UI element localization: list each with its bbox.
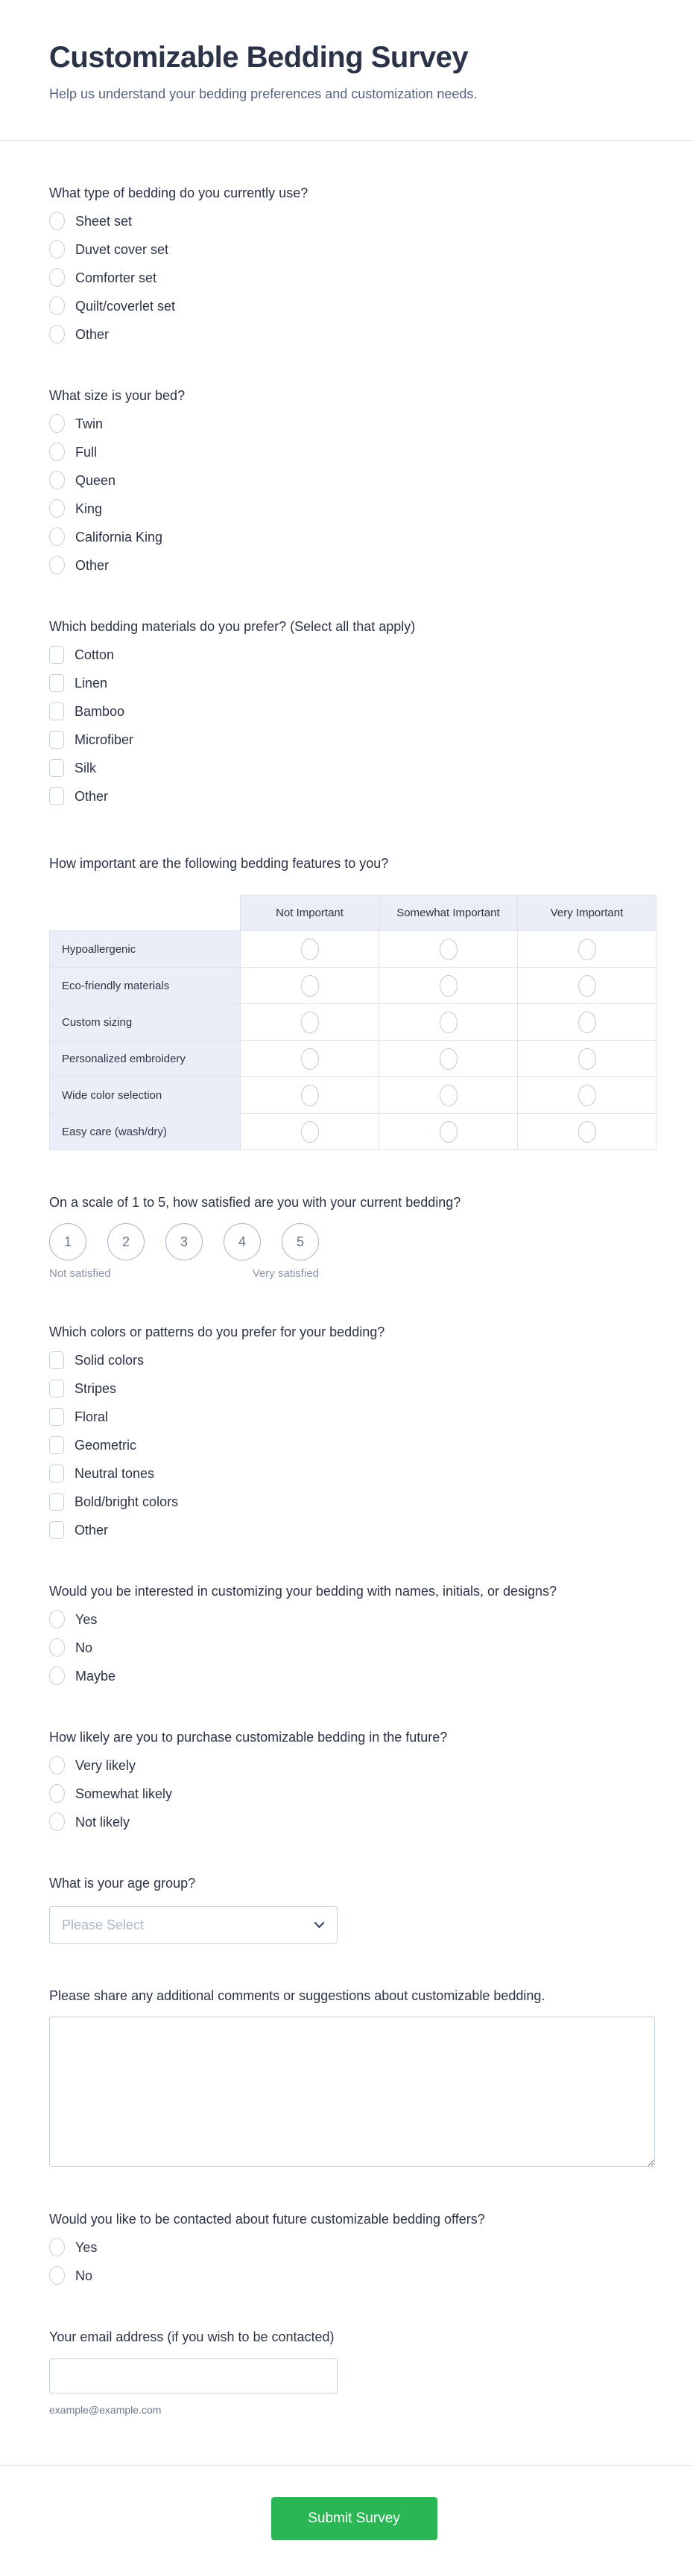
radio-button-icon[interactable] bbox=[49, 2266, 65, 2285]
option-label: Other bbox=[75, 326, 110, 342]
page-subtitle: Help us understand your bedding preferences and customization needs. bbox=[49, 86, 478, 101]
radio-button-icon[interactable] bbox=[301, 1048, 319, 1070]
scale-options bbox=[49, 1223, 319, 1260]
checkbox-group bbox=[49, 645, 659, 805]
option-label: Very likely bbox=[75, 1757, 136, 1773]
radio-button-icon[interactable] bbox=[49, 471, 65, 489]
scale-widget bbox=[49, 1223, 319, 1280]
radio-button-icon[interactable] bbox=[578, 939, 596, 960]
matrix-row bbox=[50, 968, 656, 1004]
radio-option[interactable] bbox=[49, 1756, 659, 1774]
question-bedding-type bbox=[49, 184, 659, 343]
matrix-cell[interactable] bbox=[379, 1004, 518, 1041]
radio-button-icon[interactable] bbox=[440, 975, 458, 997]
comments-textarea[interactable] bbox=[49, 2017, 655, 2167]
radio-button-icon[interactable] bbox=[301, 1121, 319, 1143]
radio-button-icon[interactable] bbox=[49, 1666, 65, 1685]
option-label: Microfiber bbox=[75, 732, 134, 747]
radio-option[interactable] bbox=[49, 2266, 659, 2285]
radio-option[interactable] bbox=[49, 556, 659, 574]
matrix-row bbox=[50, 1077, 656, 1114]
matrix-cell[interactable] bbox=[379, 1114, 518, 1150]
matrix-row bbox=[50, 1114, 656, 1150]
matrix-cell[interactable] bbox=[518, 1004, 656, 1041]
radio-button-icon[interactable] bbox=[49, 2238, 65, 2256]
option-label: Comforter set bbox=[75, 270, 157, 285]
option-label: Silk bbox=[75, 760, 97, 775]
scale-value: 1 bbox=[63, 1234, 72, 1249]
question-label: Please share any additional comments or suggestions about customizable bedding. bbox=[49, 1988, 545, 2003]
scale-value: 3 bbox=[180, 1234, 188, 1249]
radio-group bbox=[49, 212, 659, 343]
option-label: Maybe bbox=[75, 1668, 116, 1684]
radio-option[interactable] bbox=[49, 1784, 659, 1803]
radio-option[interactable] bbox=[49, 268, 659, 287]
option-label: Bold/bright colors bbox=[75, 1494, 179, 1509]
checkbox-icon[interactable] bbox=[49, 1521, 64, 1539]
radio-option[interactable] bbox=[49, 527, 659, 546]
matrix-column-header: Somewhat Important bbox=[379, 895, 518, 931]
question-contact-optin bbox=[49, 2210, 659, 2285]
option-label: King bbox=[75, 501, 103, 516]
checkbox-option[interactable] bbox=[49, 1520, 659, 1539]
checkbox-option[interactable] bbox=[49, 758, 659, 777]
radio-group bbox=[49, 1610, 659, 1685]
option-label: Neutral tones bbox=[75, 1465, 155, 1481]
age-group-dropdown[interactable] bbox=[49, 1906, 338, 1944]
radio-button-icon[interactable] bbox=[578, 1121, 596, 1143]
checkbox-option[interactable] bbox=[49, 645, 659, 664]
question-label: On a scale of 1 to 5, how satisfied are you with your current bedding? bbox=[49, 1195, 461, 1210]
question-label: Would you be interested in customizing your bedding with names, initials, or designs? bbox=[49, 1584, 557, 1599]
matrix-cell[interactable] bbox=[241, 1004, 379, 1041]
checkbox-icon[interactable] bbox=[49, 674, 64, 692]
checkbox-icon[interactable] bbox=[49, 731, 64, 749]
radio-option[interactable] bbox=[49, 1666, 659, 1685]
question-bed-size bbox=[49, 387, 659, 574]
radio-button-icon[interactable] bbox=[49, 414, 65, 433]
question-label: How important are the following bedding features to you? bbox=[49, 856, 389, 871]
option-label: Other bbox=[75, 557, 110, 573]
matrix-table bbox=[49, 895, 656, 1150]
question-materials bbox=[49, 618, 659, 805]
checkbox-icon[interactable] bbox=[49, 702, 64, 720]
scale-option-2[interactable] bbox=[107, 1223, 145, 1260]
option-label: California King bbox=[75, 529, 163, 545]
option-label: Stripes bbox=[75, 1380, 117, 1396]
scale-min-label: Not satisfied bbox=[49, 1267, 111, 1280]
question-age-group bbox=[49, 1874, 659, 1944]
question-email bbox=[49, 2328, 659, 2416]
question-label: What type of bedding do you currently use? bbox=[49, 185, 308, 200]
form-body bbox=[0, 184, 693, 2423]
scale-value: 5 bbox=[296, 1234, 304, 1249]
checkbox-icon[interactable] bbox=[49, 1436, 64, 1454]
matrix-cell[interactable] bbox=[379, 1041, 518, 1077]
radio-button-icon[interactable] bbox=[578, 1012, 596, 1033]
chevron-down-icon bbox=[314, 1921, 325, 1929]
matrix-cell[interactable] bbox=[518, 1077, 656, 1114]
radio-button-icon[interactable] bbox=[49, 527, 65, 546]
radio-option[interactable] bbox=[49, 212, 659, 230]
matrix-row bbox=[50, 931, 656, 968]
matrix-row-label: Wide color selection bbox=[50, 1077, 241, 1114]
radio-button-icon[interactable] bbox=[440, 1121, 458, 1143]
checkbox-icon[interactable] bbox=[49, 1380, 64, 1398]
question-label: Which colors or patterns do you prefer for your bedding? bbox=[49, 1325, 385, 1339]
matrix-row-label: Custom sizing bbox=[50, 1004, 241, 1041]
option-label: Full bbox=[75, 444, 98, 460]
matrix-column-header: Not Important bbox=[241, 895, 379, 931]
page-title: Customizable Bedding Survey bbox=[49, 41, 469, 74]
scale-option-1[interactable] bbox=[49, 1223, 86, 1260]
checkbox-option[interactable] bbox=[49, 1407, 659, 1426]
radio-option[interactable] bbox=[49, 1638, 659, 1657]
question-label: Which bedding materials do you prefer? (Select all that apply) bbox=[49, 619, 416, 634]
radio-button-icon[interactable] bbox=[301, 1012, 319, 1033]
radio-option[interactable] bbox=[49, 1812, 659, 1831]
radio-button-icon[interactable] bbox=[440, 939, 458, 960]
dropdown-placeholder: Please Select bbox=[62, 1917, 145, 1932]
matrix-cell[interactable] bbox=[379, 931, 518, 968]
option-label: Duvet cover set bbox=[75, 241, 169, 257]
option-label: No bbox=[75, 2268, 93, 2283]
option-label: Linen bbox=[75, 675, 108, 691]
scale-option-5[interactable] bbox=[282, 1223, 319, 1260]
radio-button-icon[interactable] bbox=[49, 325, 65, 343]
option-label: Sheet set bbox=[75, 213, 133, 229]
matrix-corner-cell bbox=[50, 895, 241, 931]
radio-option[interactable] bbox=[49, 240, 659, 258]
radio-button-icon[interactable] bbox=[49, 1756, 65, 1774]
option-label: Solid colors bbox=[75, 1352, 145, 1368]
checkbox-option[interactable] bbox=[49, 1351, 659, 1369]
question-label: Your email address (if you wish to be contacted) bbox=[49, 2329, 335, 2344]
checkbox-icon[interactable] bbox=[49, 1493, 64, 1511]
checkbox-icon[interactable] bbox=[49, 759, 64, 777]
checkbox-option[interactable] bbox=[49, 702, 659, 720]
checkbox-icon[interactable] bbox=[49, 1351, 64, 1369]
matrix-row bbox=[50, 1041, 656, 1077]
checkbox-option[interactable] bbox=[49, 787, 659, 805]
option-label: Not likely bbox=[75, 1814, 130, 1830]
radio-group bbox=[49, 414, 659, 574]
matrix-header-row bbox=[50, 895, 656, 931]
scale-option-4[interactable] bbox=[224, 1223, 261, 1260]
radio-button-icon[interactable] bbox=[301, 1085, 319, 1106]
option-label: Quilt/coverlet set bbox=[75, 298, 176, 314]
scale-option-3[interactable] bbox=[165, 1223, 203, 1260]
option-label: Twin bbox=[75, 416, 104, 431]
radio-option[interactable] bbox=[49, 296, 659, 315]
scale-labels bbox=[49, 1267, 319, 1280]
matrix-cell[interactable] bbox=[241, 1114, 379, 1150]
option-label: Yes bbox=[75, 1611, 98, 1627]
radio-button-icon[interactable] bbox=[49, 556, 65, 574]
matrix-column-header: Very Important bbox=[518, 895, 656, 931]
matrix-row-label: Easy care (wash/dry) bbox=[50, 1114, 241, 1150]
radio-button-icon[interactable] bbox=[440, 1085, 458, 1106]
radio-button-icon[interactable] bbox=[49, 296, 65, 315]
scale-value: 4 bbox=[238, 1234, 246, 1249]
radio-button-icon[interactable] bbox=[578, 975, 596, 997]
radio-option[interactable] bbox=[49, 414, 659, 433]
radio-button-icon[interactable] bbox=[578, 1048, 596, 1070]
radio-option[interactable] bbox=[49, 499, 659, 518]
submit-button[interactable]: Submit Survey bbox=[271, 2497, 437, 2540]
checkbox-group bbox=[49, 1351, 659, 1539]
radio-button-icon[interactable] bbox=[49, 1784, 65, 1803]
checkbox-icon[interactable] bbox=[49, 787, 64, 805]
checkbox-option[interactable] bbox=[49, 730, 659, 749]
radio-button-icon[interactable] bbox=[49, 240, 65, 258]
matrix-row-label: Eco-friendly materials bbox=[50, 968, 241, 1004]
radio-button-icon[interactable] bbox=[49, 499, 65, 518]
radio-button-icon[interactable] bbox=[49, 1610, 65, 1628]
checkbox-option[interactable] bbox=[49, 673, 659, 692]
radio-group bbox=[49, 1756, 659, 1831]
radio-button-icon[interactable] bbox=[49, 1638, 65, 1657]
matrix-row-label: Hypoallergenic bbox=[50, 931, 241, 968]
checkbox-option[interactable] bbox=[49, 1379, 659, 1398]
question-customization-interest bbox=[49, 1582, 659, 1685]
radio-option[interactable] bbox=[49, 442, 659, 461]
scale-max-label: Very satisfied bbox=[252, 1267, 319, 1280]
radio-option[interactable] bbox=[49, 471, 659, 489]
question-feature-importance bbox=[49, 854, 659, 1150]
radio-button-icon[interactable] bbox=[49, 1812, 65, 1831]
question-satisfaction-scale bbox=[49, 1193, 659, 1280]
checkbox-option[interactable] bbox=[49, 1464, 659, 1482]
option-label: Somewhat likely bbox=[75, 1786, 173, 1801]
scale-value: 2 bbox=[121, 1234, 130, 1249]
matrix-cell[interactable] bbox=[518, 931, 656, 968]
option-label: No bbox=[75, 1640, 93, 1655]
matrix-cell[interactable] bbox=[241, 1077, 379, 1114]
matrix-cell[interactable] bbox=[518, 1041, 656, 1077]
question-label: How likely are you to purchase customizable bedding in the future? bbox=[49, 1730, 448, 1745]
matrix-cell[interactable] bbox=[241, 968, 379, 1004]
question-comments bbox=[49, 1987, 659, 2167]
radio-button-icon[interactable] bbox=[440, 1012, 458, 1033]
option-label: Cotton bbox=[75, 647, 115, 662]
option-label: Queen bbox=[75, 472, 116, 488]
option-label: Floral bbox=[75, 1409, 109, 1424]
radio-button-icon[interactable] bbox=[301, 975, 319, 997]
question-label: What is your age group? bbox=[49, 1876, 196, 1891]
question-label: What size is your bed? bbox=[49, 388, 186, 403]
checkbox-icon[interactable] bbox=[49, 1408, 64, 1426]
checkbox-icon[interactable] bbox=[49, 646, 64, 664]
checkbox-option[interactable] bbox=[49, 1492, 659, 1511]
matrix-row bbox=[50, 1004, 656, 1041]
radio-option[interactable] bbox=[49, 325, 659, 343]
radio-button-icon[interactable] bbox=[440, 1048, 458, 1070]
radio-group bbox=[49, 2238, 659, 2285]
header-divider bbox=[0, 140, 693, 141]
email-field[interactable] bbox=[49, 2358, 338, 2393]
radio-option[interactable] bbox=[49, 1610, 659, 1628]
form-footer bbox=[0, 2466, 693, 2576]
matrix-cell[interactable] bbox=[518, 1114, 656, 1150]
option-label: Other bbox=[75, 788, 109, 804]
option-label: Bamboo bbox=[75, 703, 125, 719]
email-hint: example@example.com bbox=[49, 2404, 162, 2416]
form-header bbox=[0, 0, 693, 140]
matrix-cell[interactable] bbox=[241, 931, 379, 968]
matrix-cell[interactable] bbox=[379, 1077, 518, 1114]
radio-button-icon[interactable] bbox=[49, 442, 65, 461]
radio-option[interactable] bbox=[49, 2238, 659, 2256]
question-colors-patterns bbox=[49, 1323, 659, 1539]
radio-button-icon[interactable] bbox=[49, 268, 65, 287]
matrix-row-label: Personalized embroidery bbox=[50, 1041, 241, 1077]
matrix-cell[interactable] bbox=[379, 968, 518, 1004]
checkbox-icon[interactable] bbox=[49, 1465, 64, 1482]
question-label: Would you like to be contacted about future customizable bedding offers? bbox=[49, 2212, 485, 2227]
question-purchase-likelihood bbox=[49, 1728, 659, 1831]
option-label: Yes bbox=[75, 2239, 98, 2255]
option-label: Other bbox=[75, 1522, 109, 1538]
radio-button-icon[interactable] bbox=[578, 1085, 596, 1106]
matrix-cell[interactable] bbox=[241, 1041, 379, 1077]
checkbox-option[interactable] bbox=[49, 1435, 659, 1454]
option-label: Geometric bbox=[75, 1437, 137, 1453]
radio-button-icon[interactable] bbox=[49, 212, 65, 230]
radio-button-icon[interactable] bbox=[301, 939, 319, 960]
matrix-cell[interactable] bbox=[518, 968, 656, 1004]
